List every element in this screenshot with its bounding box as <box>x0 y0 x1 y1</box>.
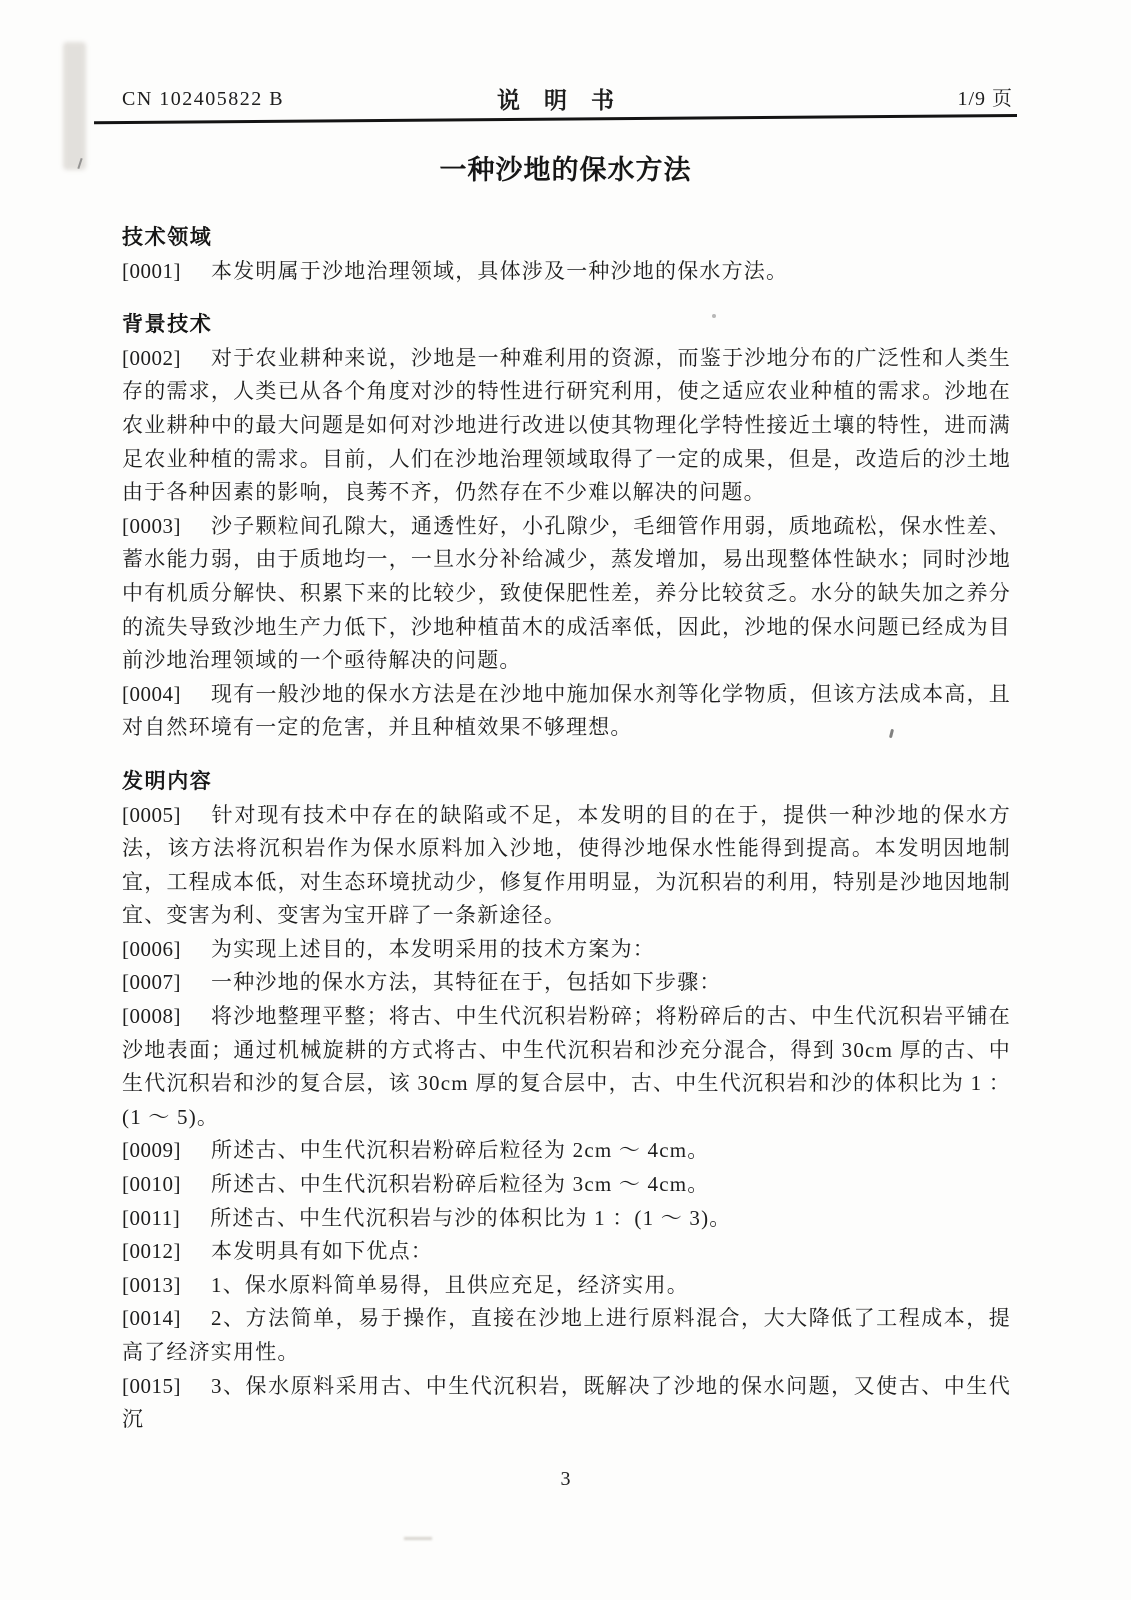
page-indicator: 1/9 页 <box>957 88 1013 110</box>
paragraph-text: 3、保水原料采用古、中生代沉积岩，既解决了沙地的保水问题，又使古、中生代沉 <box>122 1373 1011 1432</box>
paragraph-0004 <box>122 678 1011 745</box>
section-heading: 发明内容 <box>122 769 213 793</box>
paragraph-0006 <box>122 933 1011 967</box>
paragraph-text: 本发明具有如下优点： <box>211 1239 433 1264</box>
paragraph-0007 <box>122 966 1011 1000</box>
paragraph-text: 所述古、中生代沉积岩与沙的体积比为 1 ：(1 ～ 3)。 <box>210 1205 732 1230</box>
paragraph-number: [0002] <box>122 345 181 370</box>
paragraph-text: 现有一般沙地的保水方法是在沙地中施加保水剂等化学物质，但该方法成本高，且对自然环境有一定的危害，并且种植效果不够理想。 <box>122 681 1011 740</box>
paragraph-0015 <box>122 1370 1011 1437</box>
paragraph-number: [0001] <box>122 258 181 283</box>
paragraph-number: [0007] <box>122 970 181 995</box>
paragraph-text: 将沙地整理平整；将古、中生代沉积岩粉碎；将粉碎后的古、中生代沉积岩平铺在沙地表面；通过机械旋耕的方式将古、中生代沉积岩和沙充分混合，得到 30cm 厚的古、中生代沉积岩和沙的复合层，该 30cm 厚的复合层中，古、中生代沉积岩和沙的体积比为 1 ：(1 ～ 5)。 <box>122 1004 1011 1129</box>
paragraph-0010 <box>122 1168 1011 1202</box>
section-technical-field <box>122 221 1011 288</box>
paragraph-text: 所述古、中生代沉积岩粉碎后粒径为 2cm ～ 4cm。 <box>211 1138 710 1163</box>
paragraph-0013 <box>122 1269 1011 1303</box>
paragraph-number: [0009] <box>122 1138 181 1163</box>
page-number: 3 <box>560 1468 571 1490</box>
specification-body <box>122 221 1011 1437</box>
paragraph-text: 本发明属于沙地治理领域，具体涉及一种沙地的保水方法。 <box>211 258 789 283</box>
paragraph-number: [0012] <box>122 1239 181 1264</box>
section-summary-of-invention <box>122 765 1011 1437</box>
paragraph-number: [0010] <box>122 1172 181 1197</box>
paragraph-text: 所述古、中生代沉积岩粉碎后粒径为 3cm ～ 4cm。 <box>211 1172 710 1197</box>
paragraph-number: [0005] <box>122 802 181 827</box>
paragraph-text: 针对现有技术中存在的缺陷或不足，本发明的目的在于，提供一种沙地的保水方法，该方法将沉积岩作为保水原料加入沙地，使得沙地保水性能得到提高。本发明因地制宜，工程成本低，对生态环境扰动少，修复作用明显，为沉积岩的利用，特别是沙地因地制宜、变害为利、变害为宝开辟了一条新途径。 <box>122 802 1011 928</box>
paragraph-0005 <box>122 799 1011 933</box>
paragraph-0014 <box>122 1302 1011 1369</box>
document-type-label: 说明书 <box>497 87 638 113</box>
paragraph-text: 为实现上述目的，本发明采用的技术方案为： <box>211 936 655 961</box>
invention-title: 一种沙地的保水方法 <box>439 155 692 185</box>
paragraph-0011 <box>122 1202 1011 1236</box>
paragraph-number: [0011] <box>122 1205 181 1230</box>
publication-number: CN 102405822 B <box>122 88 285 110</box>
paragraph-number: [0003] <box>122 513 181 538</box>
section-heading: 技术领域 <box>122 226 213 249</box>
paragraph-number: [0004] <box>122 681 181 706</box>
paragraph-0012 <box>122 1235 1011 1269</box>
section-background-art <box>122 308 1011 745</box>
page-header <box>122 82 1013 111</box>
paragraph-text: 2、方法简单，易于操作，直接在沙地上进行原料混合，大大降低了工程成本，提高了经济实用性。 <box>122 1306 1011 1364</box>
paragraph-0003 <box>122 510 1011 678</box>
paragraph-number: [0015] <box>122 1373 181 1398</box>
paragraph-number: [0013] <box>122 1272 181 1297</box>
paragraph-number: [0008] <box>122 1004 181 1029</box>
paragraph-number: [0014] <box>122 1306 181 1331</box>
paragraph-text: 对于农业耕种来说，沙地是一种难利用的资源，而鉴于沙地分布的广泛性和人类生存的需求，人类已从各个角度对沙的特性进行研究利用，使之适应农业种植的需求。沙地在农业耕种中的最大问题是如何对沙地进行改进以使其物理化学特性接近土壤的特性，进而满足农业种植的需求。目前，人们在沙地治理领域取得了一定的成果，但是，改造后的沙土地由于各种因素的影响，良莠不齐，仍然存在不少难以解决的问题。 <box>122 345 1011 505</box>
paragraph-text: 1、保水原料简单易得，且供应充足，经济实用。 <box>211 1272 689 1297</box>
scan-speck <box>404 1537 432 1540</box>
paragraph-number: [0006] <box>122 936 181 961</box>
paragraph-0002 <box>122 342 1011 510</box>
paragraph-0001 <box>122 255 1011 289</box>
paragraph-0009 <box>122 1134 1011 1168</box>
section-heading: 背景技术 <box>122 313 213 337</box>
header-divider-line <box>94 114 1017 124</box>
paragraph-text: 一种沙地的保水方法，其特征在于，包括如下步骤： <box>211 970 722 995</box>
paragraph-text: 沙子颗粒间孔隙大，通透性好，小孔隙少，毛细管作用弱，质地疏松，保水性差、蓄水能力弱，由于质地均一，一旦水分补给减少，蒸发增加，易出现整体性缺水；同时沙地中有机质分解快、积累下来的比较少，致使保肥性差，养分比较贫乏。水分的缺失加之养分的流失导致沙地生产力低下，沙地种植苗木的成活率低，因此，沙地的保水问题已经成为目前沙地治理领域的一个亟待解决的问题。 <box>122 513 1011 673</box>
paragraph-0008 <box>122 1000 1011 1134</box>
